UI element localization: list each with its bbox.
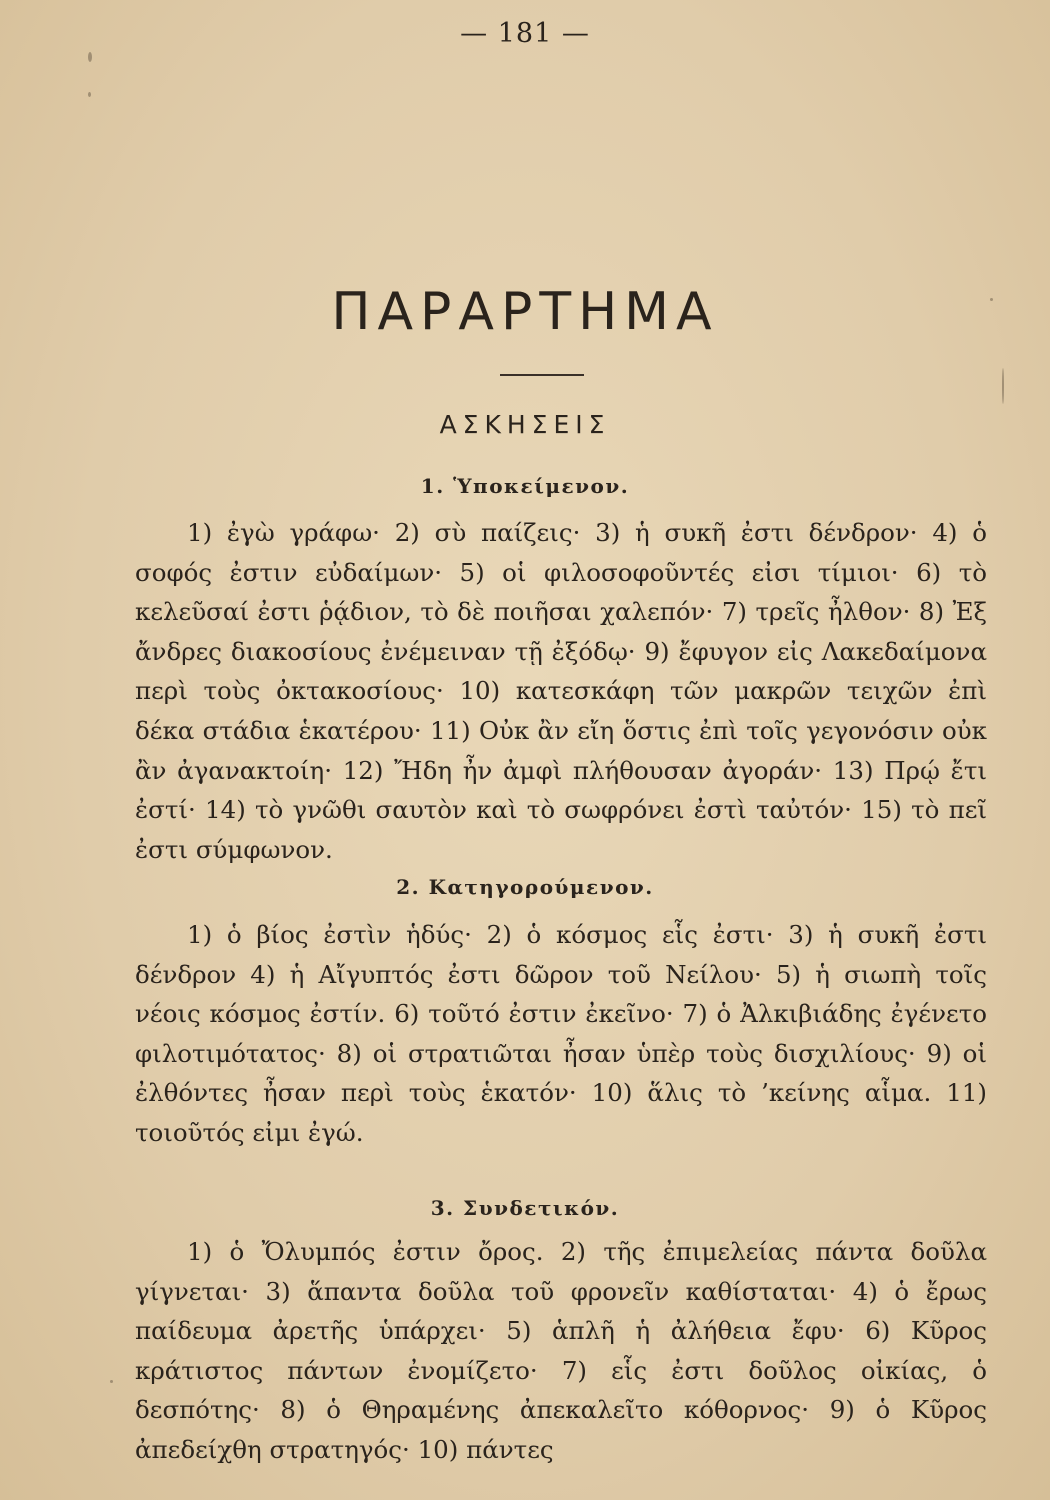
paper-speck	[88, 92, 91, 97]
title-divider	[500, 374, 584, 376]
section-heading-1: 1. Ὑποκείμενον.	[420, 474, 630, 498]
section-text-3: 1) ὁ Ὄλυμπός ἐστιν ὄρος. 2) τῆς ἐπιμελείας πάντα δοῦλα γίγνεται· 3) ἅπαντα δοῦλα τοῦ φρονεῖν καθίσταται· 4) ὁ ἔρως παίδευμα ἀρετῆς ὑπάρχει· 5) ἁπλῆ ἡ ἀλήθεια ἔφυ· 6) Κῦρος κράτιστος πάντων ἐνομίζετο· 7) εἷς ἐστι δοῦλος οἰκίας, ὁ δεσπότης· 8) ὁ Θηραμένης ἀπεκαλεῖτο κόθορνος· 9) ὁ Κῦρος ἀπεδείχθη στρατηγός· 10) πάντες	[135, 1237, 987, 1464]
section-text-1: 1) ἐγὼ γράφω· 2) σὺ παίζεις· 3) ἡ συκῆ ἐστι δένδρον· 4) ὁ σοφός ἐστιν εὐδαίμων· 5) οἱ φιλοσοφοῦντές εἰσι τίμιοι· 6) τὸ κελεῦσαί ἐστι ῥᾴδιον, τὸ δὲ ποιῆσαι χαλεπόν· 7) τρεῖς ἦλθον· 8) Ἐξ ἄνδρες διακοσίους ἐνέμειναν τῇ ἐξόδῳ· 9) ἔφυγον εἰς Λακεδαίμονα περὶ τοὺς ὀκτακοσίους· 10) κατεσκάφη τῶν μακρῶν τειχῶν ἐπὶ δέκα στάδια ἑκατέρου· 11) Οὐκ ἂν εἴη ὅστις ἐπὶ τοῖς γεγονόσιν οὐκ ἂν ἀγανακτοίη· 12) Ἤδη ἦν ἀμφὶ πλήθουσαν ἀγοράν· 13) Πρῴ ἔτι ἐστί· 14) τὸ γνῶθι σαυτὸν καὶ τὸ σωφρόνει ἐστὶ ταὐτόν· 15) τὸ πεῖ ἐστι σύμφωνον.	[135, 518, 987, 864]
paper-speck	[88, 52, 92, 62]
page-number: — 181 —	[460, 18, 590, 49]
section-heading-3: 3. Συνδετικόν.	[430, 1196, 620, 1220]
section-heading-2: 2. Κατηγορούμενον.	[396, 875, 654, 899]
paper-speck	[1002, 368, 1004, 404]
section-text-2: 1) ὁ βίος ἐστὶν ἡδύς· 2) ὁ κόσμος εἷς ἐστι· 3) ἡ συκῆ ἐστι δένδρον 4) ἡ Αἴγυπτός ἐστι δῶρον τοῦ Νείλου· 5) ἡ σιωπὴ τοῖς νέοις κόσμος ἐστίν. 6) τοῦτό ἐστιν ἐκεῖνο· 7) ὁ Ἀλκιβιάδης ἐγένετο φιλοτιμότατος· 8) οἱ στρατιῶται ἦσαν ὑπὲρ τοὺς δισχιλίους· 9) οἱ ἐλθόντες ἦσαν περὶ τοὺς ἑκατόν· 10) ἅλις τὸ ’κείνης αἷμα. 11) τοιοῦτός εἰμι ἐγώ.	[135, 920, 987, 1147]
paper-speck	[990, 298, 993, 301]
page-subtitle: ΑΣΚΗΣΕΙΣ	[439, 410, 611, 439]
paper-speck	[110, 1380, 113, 1383]
page-title: ΠΑΡΑΡΤΗΜΑ	[331, 282, 719, 342]
